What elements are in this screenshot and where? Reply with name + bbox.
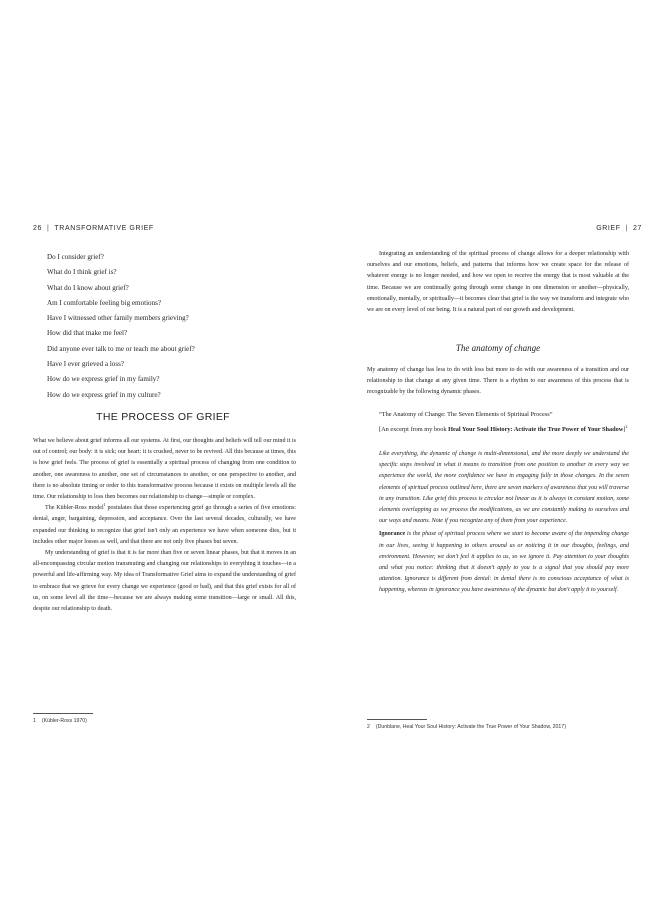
body-paragraph: What we believe about grief informs all our systems. At first, our thoughts and beliefs will tell our mind it is out of control; our body: it is sick; our heart: it is crushed, never to be revived. All this because at times, this is how grief feels. The process of grief is essentially a spiritual process of changing from one condition to another, one awareness to another, one set of circumstances to another, or one perspective to another, and there is no absolute timing or order to this transformative process because it exists on multiple levels all the time. Our relationship to loss then becomes our relationship to change—simple or complex.: [33, 438, 296, 501]
footnote-number: 2: [367, 724, 370, 730]
section-title: THE PROCESS OF GRIEF: [96, 411, 230, 423]
right-body-text: [367, 365, 629, 399]
footnote-text: (Dunblane, Heal Your Soul History: Activate the True Power of Your Shadow, 2017): [375, 724, 566, 730]
excerpt-text: [379, 449, 629, 597]
reflection-questions: [47, 250, 307, 403]
body-paragraph: [33, 503, 296, 548]
excerpt-paragraph: [379, 529, 629, 596]
footnote: [33, 718, 87, 724]
source-text: ]: [623, 426, 626, 433]
left-running-title: TRANSFORMATIVE GRIEF: [54, 225, 154, 232]
left-body-text: [33, 436, 296, 615]
left-page-header: [33, 225, 154, 232]
body-paragraph: Integrating an understanding of the spiritual process of change allows for a deeper relationship with ourselves and our emotions, beliefs, and patterns that informs how we create space for the release of whatever energy is no longer needed, and how we open to receive the energy that is most valuable at the time. Because we are continually going through some change in one dimension or another—physically, emotionally, mentally, or spiritually—it becomes clear that grief is the way we transform and integrate who we are on every level of our being. It is a natural part of our growth and development.: [367, 251, 629, 314]
question-item: How did that make me feel?: [47, 329, 128, 338]
footnote-rule: [367, 719, 427, 720]
header-separator: |: [625, 225, 628, 232]
excerpt-title: “The Anatomy of Change: The Seven Elements of Spiritual Process”: [379, 411, 553, 418]
paragraph-text: The Kübler-Ross model: [45, 505, 104, 512]
footnote-text: (Kübler-Ross 1970): [41, 718, 87, 724]
footnote-rule: [33, 713, 93, 714]
right-intro-text: [367, 249, 629, 316]
header-separator: |: [47, 225, 50, 232]
right-running-title: GRIEF: [596, 225, 621, 232]
footnote-reference: 1: [103, 502, 106, 508]
question-item: Did anyone ever talk to me or teach me about grief?: [47, 344, 195, 353]
footnote: [367, 724, 566, 730]
paragraph-text: postulates that those experiencing grief go through a series of five emotions: denial, anger, bargaining, depression, and acceptance. Over the last several decades, culturally, we have expanded our thinking to recognize that grief isn't only an experience we have when someone dies, but it includes other major losses as well, and that there are not only five phases but seven.: [33, 505, 296, 545]
body-paragraph: My understanding of grief is that it is far more than five or seven linear phases, but that it moves in an all-encompassing circular motion transmuting and changing our relationships to everything it touches—in a powerful and life-affirming way. My idea of Transformative Grief aims to expand the understanding of grief to embrace that we grieve for every change we experience (good or bad), and that this grief exists for all of us, on some level all the time—because we are always making some transition—large or small. All this, despite our relationship to death.: [33, 550, 296, 613]
body-paragraph: My anatomy of change has less to do with loss but more to do with our awareness of a transition and our relationship to that change at any given time. There is a rhythm to our awareness of this process that is recognizable by the following dynamic phases.: [367, 367, 629, 396]
excerpt-paragraph: Like everything, the dynamic of change is multi-dimensional, and the more deeply we understand the specific steps involved in what it means to transition from one position to another in every way we experience the world, the more confidence we have in engaging fully in those changes. In the seven elements of spiritual process outlined here, there are seven markers of awareness that you will traverse in any transition. Like grief this process is circular not linear as it is always in constant motion, some elements overlapping as we process the modifications, as we are constantly making to ourselves and our ways and means. Note if you recognize any of them from your experience.: [379, 451, 629, 525]
right-page-number: 27: [633, 225, 642, 232]
question-item: Do I consider grief?: [47, 253, 104, 261]
question-item: How do we express grief in my culture?: [47, 390, 161, 399]
excerpt-text-run: is the phase of spiritual process where we start to become aware of the impending change in our lives, seeing it happening to others around us or noticing it in our thoughts, feelings, and environment. However, we don't feel it applies to us, so we ignore it. Pay attention to your thoughts and what you notice: thinking that it doesn't apply to you is a signal that you should pay more attention. Ignorance is different from denial: in denial there is no conscious acceptance of what is happening, whereas in ignorance you have awareness of the dynamic but don't apply it to yourself.: [379, 531, 629, 594]
source-text: [An excerpt from my book: [379, 426, 449, 433]
source-book-title: Heal Your Soul History: Activate the True Power of Your Shadow: [448, 426, 624, 433]
question-item: What do I think grief is?: [47, 268, 117, 277]
question-item: Am I comfortable feeling big emotions?: [47, 298, 162, 307]
question-item: What do I know about grief?: [47, 283, 129, 292]
right-page-header: [596, 225, 642, 232]
footnote-number: 1: [33, 718, 36, 724]
subheading: The anatomy of change: [455, 343, 541, 353]
excerpt-term: Ignorance: [379, 531, 406, 538]
excerpt-source: [379, 424, 629, 435]
right-page: [330, 0, 660, 904]
question-item: How do we express grief in my family?: [47, 375, 160, 384]
excerpt-body: [379, 449, 629, 597]
question-item: Have I witnessed other family members grieving?: [47, 314, 189, 323]
left-page-number: 26: [33, 225, 42, 232]
question-item: Have I ever grieved a loss?: [47, 360, 125, 369]
footnote-reference: 2: [625, 423, 628, 429]
